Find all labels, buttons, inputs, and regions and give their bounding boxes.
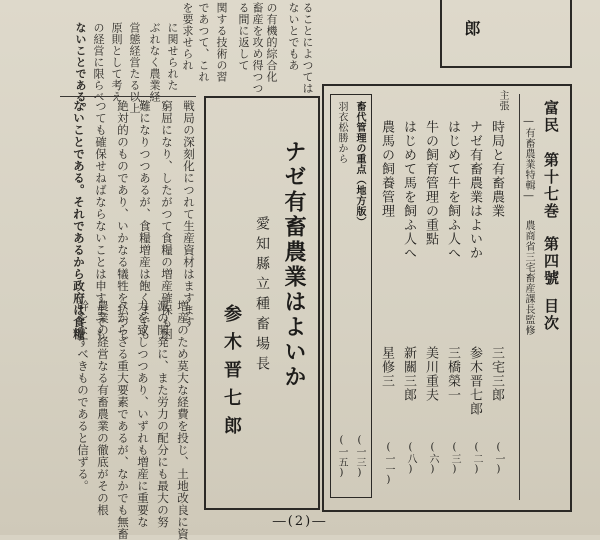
toc-item-3-author: 三橋榮一 (445, 346, 460, 402)
mid-text-col-3: 難になりつつあるが、食糧増産は飽くまでも (138, 100, 152, 340)
mid-text-col-4: 絶対的のものであり、いかなる犠牲を払つて (116, 100, 130, 340)
low-text-col-2: 源の開発に、また労力の配分にも最大の努 (156, 300, 170, 528)
toc-item-1-title[interactable]: 時局と有畜農業 (489, 120, 504, 218)
top-title-box (440, 0, 572, 68)
low-text-col-3: 力を致しつつあり、いずれも増産に重要な (136, 300, 150, 528)
toc-item-5-author: 新關三郎 (401, 346, 416, 402)
page-number: ―(2)― (272, 514, 328, 529)
low-text-col-5: 農業の経営なる有畜農業の徹底がその根 (96, 300, 110, 516)
toc-item-4-page: (六) (427, 442, 438, 476)
top-text-col-2: ることによつては (301, 2, 314, 94)
toc-item-6-author: 星修三 (379, 346, 394, 388)
top-box-char: 郎 (462, 20, 481, 36)
toc-item-6-page: (一一) (383, 442, 394, 486)
toc-issue: 第四號 (542, 236, 560, 287)
article-affiliation: 愛知縣立種畜場長 (254, 216, 270, 376)
toc-header-rule (519, 94, 520, 500)
article-title-box (204, 96, 320, 510)
top-text-col-8: を要求せられ (181, 2, 194, 71)
left-text-col-2: ぶれなく農業経 (148, 22, 161, 103)
top-text-col-4: 畜産を攻め得つつ (251, 2, 264, 94)
toc-item-5-page: (八) (405, 442, 416, 476)
left-text-col-1: に関せられた (166, 22, 179, 91)
mid-text-col-2: 窮屈になり、したがつて食糧の増産確保も困 (160, 100, 174, 340)
toc-mark: 主張 (497, 90, 508, 111)
toc-item-4-title[interactable]: 牛の飼育管理の重點 (423, 120, 438, 246)
mid-text-col-1: 戦局の深刻化につれて生産資材はますます (182, 100, 196, 328)
toc-magazine-name: 富民 (542, 100, 560, 134)
toc-item-5-title[interactable]: はじめて馬を飼ふ人へ (401, 120, 416, 260)
left-final-line: ないことである。 (74, 22, 87, 114)
left-text-col-5: の経営に限らべ (92, 22, 105, 103)
toc-item-2-author: 参木晋七郎 (467, 346, 482, 416)
toc-item-4-author: 美川重夫 (423, 346, 438, 402)
toc-item-6-title[interactable]: 農馬の飼養管理 (379, 120, 394, 218)
toc-item-2-title[interactable]: ナゼ有畜農業はよいか (467, 120, 482, 260)
toc-supervisor: 農商省三宅畜産課長監修 (523, 220, 534, 336)
toc-item-1-author: 三宅三郎 (489, 346, 504, 402)
toc-box (322, 84, 572, 512)
top-text-col-5: の有機的綜合化 (265, 2, 278, 83)
mid-text-col-6: ないことである。それであるから政府は食糧 (72, 100, 86, 340)
toc-small-item-2-title[interactable]: 羽衣松勝から (336, 101, 347, 164)
toc-special-box (330, 94, 372, 498)
top-divider (60, 96, 196, 97)
top-text-col-6: 関する技術の習 (215, 2, 228, 83)
toc-heading: 目次 (542, 298, 560, 332)
toc-subtitle: ―有畜農業特輯― (523, 116, 534, 202)
left-text-col-4: 原則として考え (110, 22, 123, 103)
top-text-col-7: であつて、これ (197, 2, 210, 83)
toc-small-item-2-page: (一五) (336, 435, 347, 479)
toc-small-item-1-title[interactable]: 畜代管理の重点（地方版） (354, 101, 365, 227)
mid-text-col-5: つても確保せねばならないことは申すまでも (94, 100, 108, 340)
top-text-col-1: ないとでもあ (287, 2, 300, 71)
low-text-col-4: べからざる重大要素であるが、なかでも無畜 (116, 300, 130, 540)
toc-item-1-page: (一) (493, 442, 504, 476)
toc-volume: 第十七巻 (542, 152, 560, 220)
left-text-col-3: 営態経営たる以上 (128, 22, 141, 114)
low-text-col-1: 増産のため莫大な経費を投じ、土地改良に資 (176, 300, 190, 540)
toc-item-2-page: (二) (471, 442, 482, 476)
toc-small-item-1-page: (一三) (354, 435, 365, 479)
article-author: 参木晋七郎 (221, 304, 242, 444)
article-title: ナゼ有畜農業はよいか (281, 140, 307, 390)
toc-item-3-title[interactable]: はじめて牛を飼ふ人へ (445, 120, 460, 260)
toc-item-3-page: (三) (449, 442, 460, 476)
low-text-col-6: 幹をなすべきものであると信ずる。 (76, 300, 90, 492)
top-text-col-3: る間に返して (237, 2, 250, 71)
